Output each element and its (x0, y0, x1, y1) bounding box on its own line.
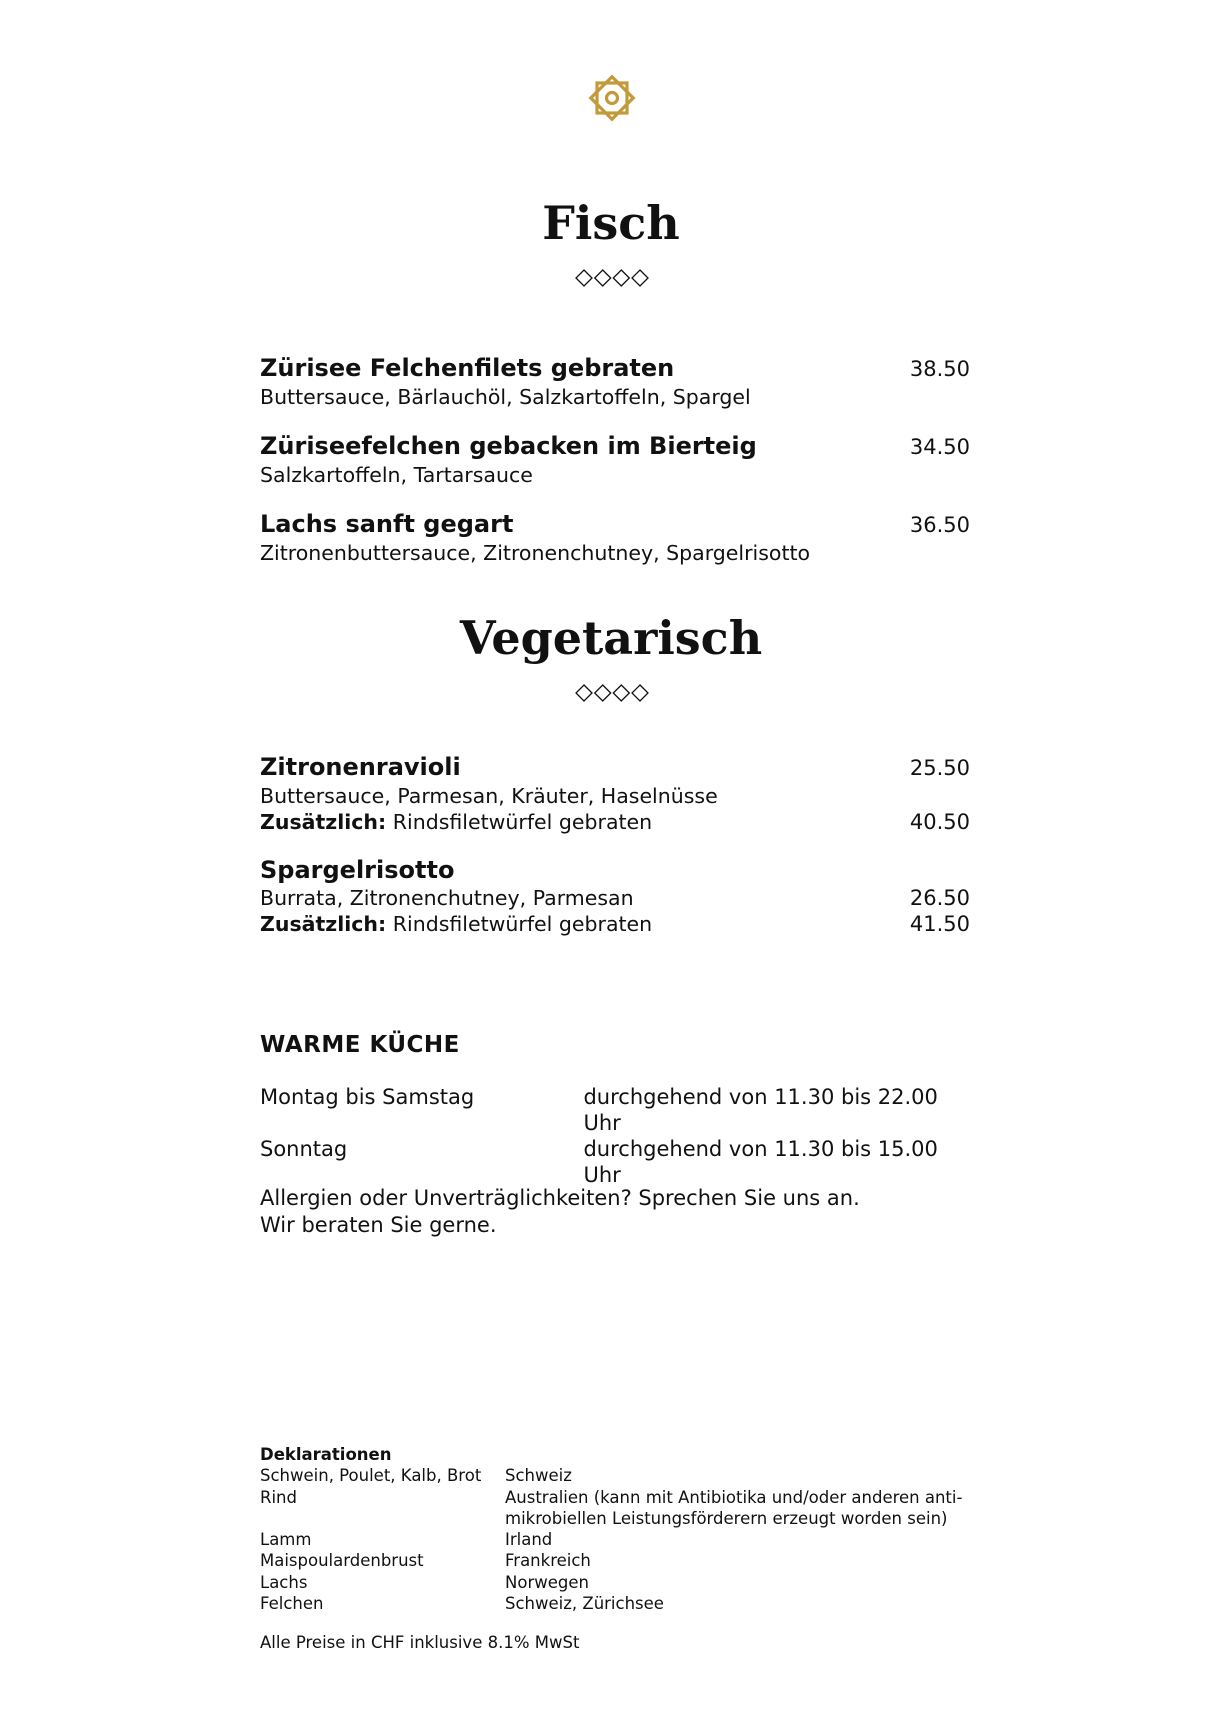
dish-item (260, 752, 970, 835)
declaration-origin: Frankreich (505, 1551, 591, 1571)
extra-text: Rindsfiletwürfel gebraten (392, 912, 653, 936)
hours-day: Montag bis Samstag (260, 1085, 475, 1109)
declaration-row (260, 1550, 980, 1571)
dish-name: Zitronenravioli (260, 753, 461, 781)
dish-price: 26.50 (909, 886, 970, 910)
hours-row (260, 1084, 980, 1136)
declaration-item: Lachs (260, 1572, 308, 1592)
declaration-origin: Schweiz (505, 1466, 572, 1486)
dish-name: Lachs sanft gegart (260, 510, 514, 538)
declaration-item: Schwein, Poulet, Kalb, Brot (260, 1466, 482, 1486)
dish-price: 36.50 (909, 513, 970, 537)
declaration-item: Felchen (260, 1594, 324, 1614)
diamond-divider-icon (575, 683, 649, 703)
dish-item (260, 353, 970, 410)
declaration-row (260, 1593, 980, 1614)
dish-description: Burrata, Zitronenchutney, Parmesan (260, 886, 634, 910)
declarations-title: Deklarationen (260, 1445, 392, 1464)
hours-table (260, 1084, 980, 1188)
dish-item (260, 431, 970, 488)
dish-description: Salzkartoffeln, Tartarsauce (260, 463, 533, 487)
declaration-row (260, 1572, 980, 1593)
allergy-note (260, 1185, 860, 1239)
dish-extra (260, 809, 970, 835)
declaration-item: Lamm (260, 1530, 312, 1550)
declaration-origin-line: Australien (kann mit Antibiotika und/oder anderen anti- (505, 1487, 963, 1507)
section-title-vegetarisch: Vegetarisch (459, 611, 763, 665)
allergy-line: Wir beraten Sie gerne. (260, 1213, 497, 1237)
declaration-item: Rind (260, 1487, 297, 1507)
dish-extra (260, 911, 970, 937)
dish-name: Züriseefelchen gebacken im Bierteig (260, 432, 757, 460)
dish-description: Zitronenbuttersauce, Zitronenchutney, Spargelrisotto (260, 541, 811, 565)
dish-description-row (260, 885, 970, 911)
hours-title: WARME KÜCHE (260, 1032, 460, 1058)
allergy-line: Allergien oder Unverträglichkeiten? Sprechen Sie uns an. (260, 1186, 860, 1210)
extra-price: 40.50 (909, 810, 970, 834)
hours-row (260, 1136, 980, 1188)
declaration-origin: Norwegen (505, 1572, 589, 1592)
declaration-origin: Schweiz, Zürichsee (505, 1594, 664, 1614)
declarations (260, 1444, 980, 1614)
diamond-divider-icon (575, 268, 649, 288)
price-footnote: Alle Preise in CHF inklusive 8.1% MwSt (260, 1633, 580, 1652)
dish-description: Buttersauce, Bärlauchöl, Salzkartoffeln, Spargel (260, 385, 751, 409)
declaration-origin (505, 1487, 975, 1530)
gold-star-ornament-icon (584, 70, 640, 126)
dish-name: Zürisee Felchenfilets gebraten (260, 354, 675, 382)
declaration-origin-line: mikrobiellen Leistungsförderern erzeugt worden sein) (505, 1508, 948, 1528)
declaration-origin: Irland (505, 1530, 553, 1550)
dish-item (260, 509, 970, 566)
dish-price: 34.50 (909, 435, 970, 459)
hours-time: durchgehend von 11.30 bis 22.00 Uhr (583, 1085, 938, 1135)
dish-description: Buttersauce, Parmesan, Kräuter, Haselnüsse (260, 784, 718, 808)
declaration-row (260, 1529, 980, 1550)
dish-price: 38.50 (909, 357, 970, 381)
declaration-row (260, 1465, 980, 1486)
hours-day: Sonntag (260, 1137, 348, 1161)
dish-item (260, 855, 970, 937)
extra-price: 41.50 (909, 912, 970, 936)
extra-text: Rindsfiletwürfel gebraten (392, 810, 653, 834)
section-title-fisch: Fisch (542, 196, 680, 250)
hours-time: durchgehend von 11.30 bis 15.00 Uhr (583, 1137, 938, 1187)
dish-price: 25.50 (909, 756, 970, 780)
dish-name: Spargelrisotto (260, 856, 455, 884)
declaration-item: Maispoulardenbrust (260, 1551, 424, 1571)
declaration-row (260, 1487, 980, 1530)
extra-label: Zusätzlich: (260, 912, 387, 936)
extra-label: Zusätzlich: (260, 810, 387, 834)
